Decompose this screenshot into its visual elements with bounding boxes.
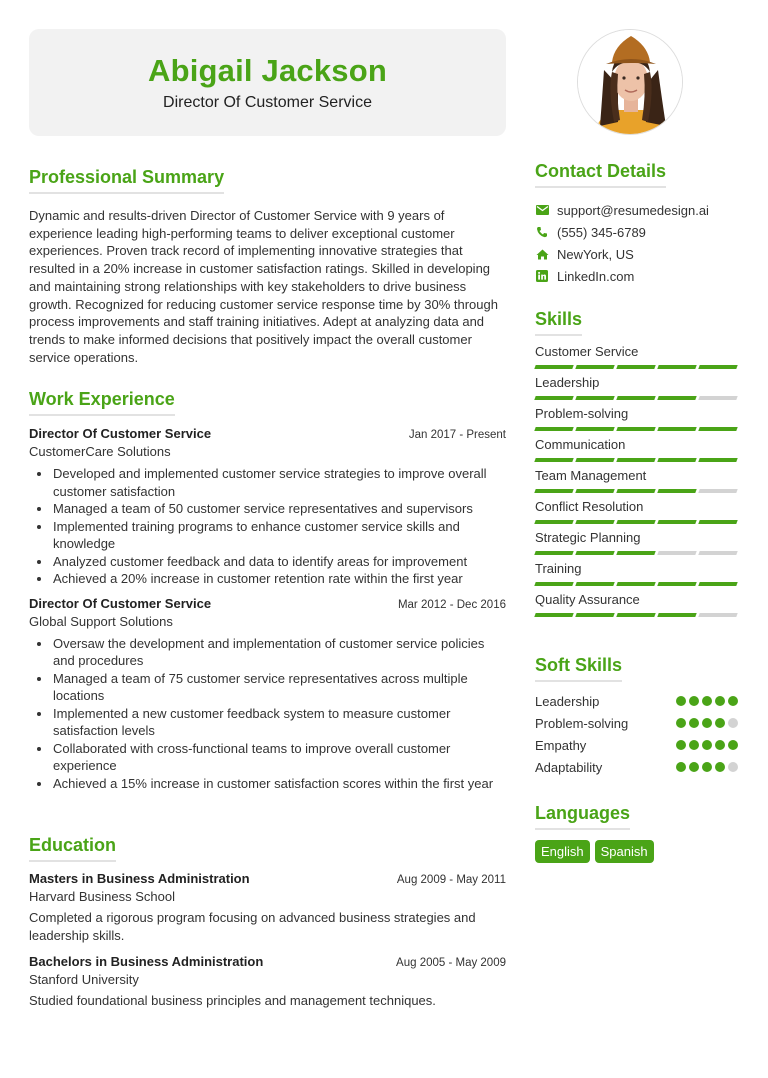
rating-dot-icon <box>676 740 686 750</box>
rating-dot-icon <box>676 718 686 728</box>
section-heading: Soft Skills <box>535 654 622 682</box>
section-heading: Contact Details <box>535 160 666 188</box>
contact-email[interactable] <box>535 199 740 221</box>
contact-linkedin[interactable] <box>535 265 740 287</box>
skill-level-segment <box>534 551 573 555</box>
rating-dot-icon <box>702 696 712 706</box>
school: Stanford University <box>29 972 139 987</box>
rating-dot-icon <box>728 718 738 728</box>
skill-level-segment <box>698 613 737 617</box>
bullet-item: Managed a team of 50 customer service representatives and supervisors <box>53 500 506 518</box>
skill-level-segment <box>575 489 614 493</box>
skill-level-segment <box>657 365 696 369</box>
person-portrait-icon <box>578 30 683 135</box>
skill-level-segment <box>698 582 737 586</box>
skill-name: Communication <box>535 437 626 452</box>
job-company: CustomerCare Solutions <box>29 444 171 459</box>
language-list <box>535 840 740 863</box>
education-dates: Aug 2009 - May 2011 <box>396 874 506 886</box>
rating-dot-icon <box>728 696 738 706</box>
bullet-item: Collaborated with cross-functional teams to improve overall customer experience <box>53 740 506 775</box>
job-bullets <box>29 465 506 588</box>
skill-level-segment <box>616 582 655 586</box>
soft-skills-section <box>535 654 740 778</box>
skill-level-bar <box>535 427 740 431</box>
skill-level-segment <box>616 427 655 431</box>
phone-icon <box>535 225 549 239</box>
school: Harvard Business School <box>29 889 175 904</box>
skill-level-segment <box>616 396 655 400</box>
education-description: Studied foundational business principles and management techniques. <box>29 993 436 1008</box>
candidate-title: Director Of Customer Service <box>163 94 372 111</box>
skill-name: Customer Service <box>535 344 639 359</box>
rating-dot-icon <box>702 718 712 728</box>
contact-text: support@resumedesign.ai <box>557 202 709 218</box>
skill-name: Conflict Resolution <box>535 499 644 514</box>
candidate-name: Abigail Jackson <box>147 53 388 88</box>
rating-dot-icon <box>728 740 738 750</box>
skill-item <box>535 530 740 555</box>
skill-level-segment <box>575 458 614 462</box>
skill-level-segment <box>534 458 573 462</box>
education-description: Completed a rigorous program focusing on advanced business strategies and leadership skills. <box>29 910 476 943</box>
skill-level-segment <box>534 582 573 586</box>
skill-level-segment <box>698 365 737 369</box>
skill-item <box>535 375 740 400</box>
soft-skill-item <box>535 690 740 712</box>
job-role: Director Of Customer Service <box>29 595 212 611</box>
soft-skill-item <box>535 734 740 756</box>
section-heading: Professional Summary <box>29 166 224 194</box>
soft-skill-rating <box>676 762 740 772</box>
skill-name: Strategic Planning <box>535 530 641 545</box>
section-heading: Work Experience <box>29 388 175 416</box>
language-tag: English <box>535 840 590 863</box>
rating-dot-icon <box>689 696 699 706</box>
skill-level-segment <box>575 520 614 524</box>
skill-item <box>535 561 740 586</box>
soft-skill-name: Adaptability <box>535 759 603 775</box>
soft-skill-rating <box>676 718 740 728</box>
skill-level-segment <box>534 427 573 431</box>
degree: Masters in Business Administration <box>29 871 250 886</box>
skill-level-bar <box>535 520 740 524</box>
job-entry <box>29 426 506 588</box>
rating-dot-icon <box>676 696 686 706</box>
skill-name: Problem-solving <box>535 406 629 421</box>
skill-level-segment <box>657 520 696 524</box>
linkedin-icon <box>535 269 549 283</box>
skill-level-bar <box>535 396 740 400</box>
job-role: Director Of Customer Service <box>29 426 212 441</box>
skill-name: Training <box>535 561 582 576</box>
skills-list <box>535 344 740 617</box>
skill-name: Team Management <box>535 468 647 483</box>
contact-section <box>535 160 740 287</box>
bullet-item: Achieved a 20% increase in customer retention rate within the first year <box>53 570 506 588</box>
bullet-item: Implemented training programs to enhance customer service skills and knowledge <box>53 518 506 553</box>
skill-level-segment <box>534 396 573 400</box>
skill-level-segment <box>616 613 655 617</box>
section-heading: Skills <box>535 308 582 336</box>
skill-level-segment <box>616 520 655 524</box>
bullet-item: Managed a team of 75 customer service representatives across multiple locations <box>53 670 506 705</box>
skill-level-segment <box>616 365 655 369</box>
rating-dot-icon <box>715 696 725 706</box>
skill-level-bar <box>535 365 740 369</box>
skill-level-segment <box>698 520 737 524</box>
rating-dot-icon <box>702 740 712 750</box>
soft-skill-name: Empathy <box>535 737 587 753</box>
skill-level-bar <box>535 489 740 493</box>
soft-skill-item <box>535 712 740 734</box>
soft-skill-rating <box>676 696 740 706</box>
job-dates: Jan 2017 - Present <box>408 429 506 441</box>
professional-summary-section <box>29 166 506 366</box>
rating-dot-icon <box>715 762 725 772</box>
skill-level-segment <box>698 551 737 555</box>
skill-level-segment <box>616 489 655 493</box>
skill-level-segment <box>616 458 655 462</box>
rating-dot-icon <box>689 740 699 750</box>
section-heading: Education <box>29 834 116 862</box>
education-entry <box>29 954 506 1010</box>
education-entry <box>29 871 506 945</box>
skill-name: Quality Assurance <box>535 592 640 607</box>
bullet-item: Implemented a new customer feedback system to measure customer satisfaction levels <box>53 705 506 740</box>
skill-level-segment <box>534 365 573 369</box>
skill-level-segment <box>657 551 696 555</box>
bullet-item: Achieved a 15% increase in customer satisfaction scores within the first year <box>53 775 506 793</box>
skill-level-segment <box>657 458 696 462</box>
skill-level-segment <box>575 551 614 555</box>
skill-level-segment <box>534 520 573 524</box>
skill-level-segment <box>534 489 573 493</box>
work-experience-section <box>29 388 506 792</box>
skill-level-segment <box>657 582 696 586</box>
skill-item <box>535 406 740 431</box>
contact-text: LinkedIn.com <box>557 268 635 284</box>
soft-skills-list <box>535 690 740 778</box>
header <box>29 29 506 136</box>
skill-item <box>535 592 740 617</box>
skill-level-segment <box>575 396 614 400</box>
skill-level-segment <box>657 613 696 617</box>
languages-section <box>535 802 740 863</box>
section-heading: Languages <box>535 802 630 830</box>
degree: Bachelors in Business Administration <box>29 954 264 969</box>
rating-dot-icon <box>676 762 686 772</box>
skill-level-segment <box>657 489 696 493</box>
rating-dot-icon <box>689 718 699 728</box>
skill-level-segment <box>698 427 737 431</box>
skill-item <box>535 344 740 369</box>
skill-level-segment <box>698 489 737 493</box>
skill-level-segment <box>657 396 696 400</box>
skill-level-bar <box>535 551 740 555</box>
skill-level-bar <box>535 458 740 462</box>
skill-level-segment <box>575 582 614 586</box>
job-entry <box>29 596 506 793</box>
skill-level-segment <box>575 365 614 369</box>
education-dates: Aug 2005 - May 2009 <box>396 957 506 969</box>
job-company: Global Support Solutions <box>29 613 173 629</box>
rating-dot-icon <box>689 762 699 772</box>
skill-level-bar <box>535 582 740 586</box>
home-icon <box>535 247 549 261</box>
skills-section <box>535 308 740 617</box>
skill-level-segment <box>575 427 614 431</box>
envelope-icon <box>535 203 549 217</box>
rating-dot-icon <box>715 740 725 750</box>
contact-text: NewYork, US <box>557 246 634 262</box>
skill-level-segment <box>534 613 573 617</box>
soft-skill-name: Leadership <box>535 693 600 709</box>
soft-skill-item <box>535 756 740 778</box>
summary-text: Dynamic and results-driven Director of Customer Service with 9 years of experience leading high-performing teams to deliver exceptional customer experiences. Proven track record of implementing innovative strategies that resulted in a 20% increase in customer satisfaction ratings. Skilled in developing and maintaining strong relationships with key stakeholders to drive business growth. Recognized for reducing customer service response time by 30% through process improvements and staff training initiatives. Adept at analyzing data and trends to make informed decisions that positively impact the overall customer service operations. <box>29 208 498 365</box>
soft-skill-rating <box>676 740 740 750</box>
contact-text: (555) 345-6789 <box>557 224 646 240</box>
rating-dot-icon <box>715 718 725 728</box>
skill-level-segment <box>616 551 655 555</box>
rating-dot-icon <box>728 762 738 772</box>
language-tag: Spanish <box>595 840 654 863</box>
soft-skill-name: Problem-solving <box>535 715 629 731</box>
education-section <box>29 834 506 1010</box>
job-dates: Mar 2012 - Dec 2016 <box>397 598 506 611</box>
skill-item <box>535 437 740 462</box>
profile-photo <box>577 29 683 135</box>
contact-phone[interactable] <box>535 221 740 243</box>
bullet-item: Developed and implemented customer service strategies to improve overall customer satisfaction <box>53 465 506 500</box>
skill-name: Leadership <box>535 375 600 390</box>
rating-dot-icon <box>702 762 712 772</box>
skill-item <box>535 499 740 524</box>
contact-location <box>535 243 740 265</box>
bullet-item: Oversaw the development and implementation of customer service policies and procedures <box>53 635 506 670</box>
skill-level-segment <box>698 396 737 400</box>
skill-level-bar <box>535 613 740 617</box>
bullet-item: Analyzed customer feedback and data to identify areas for improvement <box>53 553 506 571</box>
job-bullets <box>29 635 506 793</box>
skill-item <box>535 468 740 493</box>
skill-level-segment <box>657 427 696 431</box>
skill-level-segment <box>575 613 614 617</box>
skill-level-segment <box>698 458 737 462</box>
